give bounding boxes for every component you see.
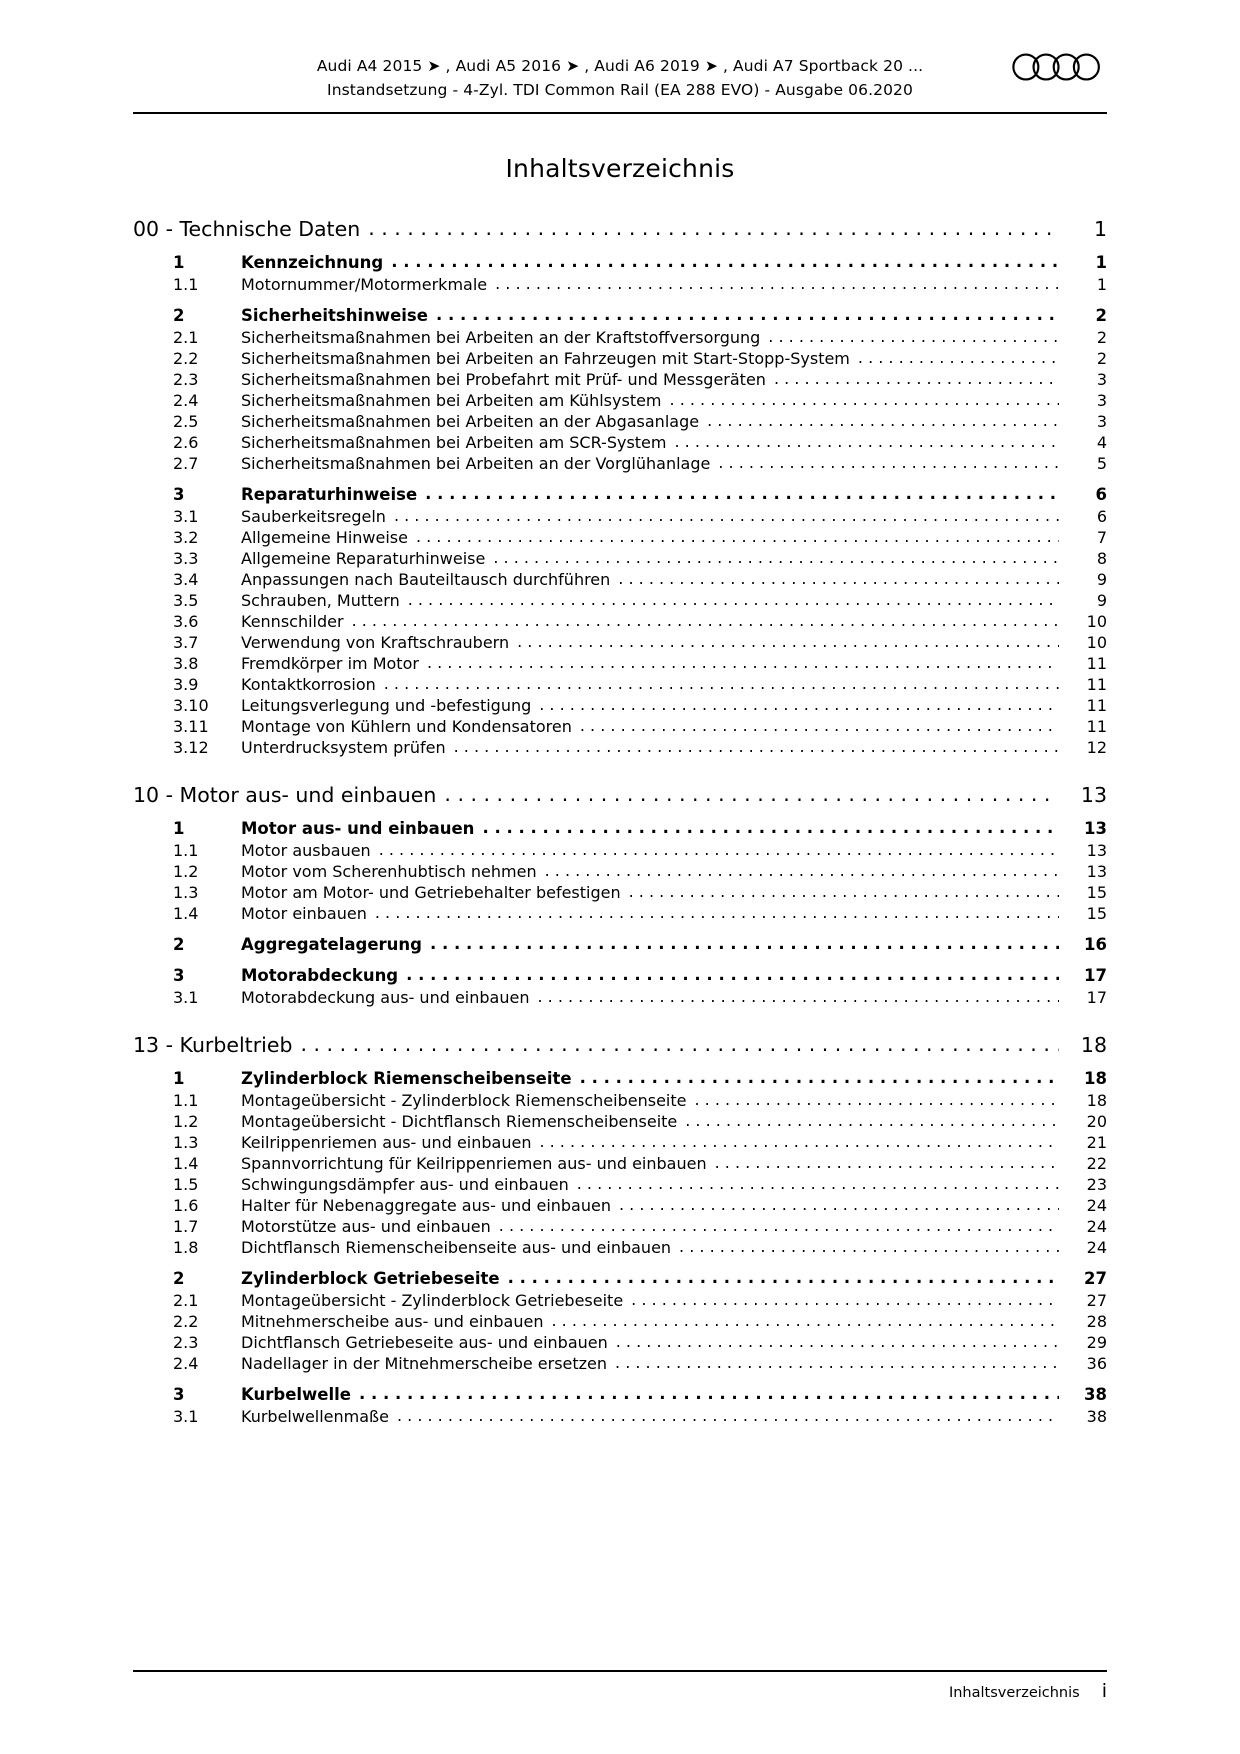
toc-entry[interactable]: [133, 306, 1107, 325]
toc-entry-page: 36: [1086, 1354, 1107, 1374]
toc-entry-title: Dichtflansch Getriebeseite aus- und einbauen: [241, 1333, 608, 1353]
toc-leader-dots: [629, 882, 1059, 901]
page-header: [133, 0, 1107, 114]
toc-entry-page: 4: [1096, 433, 1107, 453]
toc-entry-title: Sicherheitsmaßnahmen bei Probefahrt mit Prüf- und Messgeräten: [241, 370, 766, 390]
toc-leader-dots: [397, 1406, 1059, 1425]
toc-entry-page: 24: [1086, 1217, 1107, 1237]
toc-entry-title: Sicherheitsmaßnahmen bei Arbeiten am SCR-System: [241, 433, 667, 453]
toc-entry-page: 6: [1096, 507, 1107, 527]
toc-entry-title: Motor einbauen: [241, 904, 367, 924]
toc-entry-page: 11: [1086, 654, 1107, 674]
toc-entry-title: Montageübersicht - Dichtflansch Riemenscheibenseite: [241, 1112, 678, 1132]
toc-entry-page: 9: [1096, 570, 1107, 590]
toc-entry-title: Aggregatelagerung: [241, 935, 422, 955]
toc-entry[interactable]: [133, 1112, 1107, 1131]
toc-leader-dots: [406, 965, 1059, 984]
toc-entry[interactable]: [133, 1291, 1107, 1310]
toc-entry-page: 13: [1086, 862, 1107, 882]
toc-entry-page: 11: [1086, 675, 1107, 695]
toc-entry-page: 2: [1095, 306, 1107, 326]
toc-entry[interactable]: [133, 1333, 1107, 1352]
toc-entry-number: 1.1: [173, 1091, 199, 1111]
toc-leader-dots: [384, 674, 1059, 693]
toc-entry[interactable]: [133, 738, 1107, 757]
toc-entry[interactable]: [133, 275, 1107, 294]
toc-entry-title: 13 - Kurbeltrieb: [133, 1033, 293, 1058]
toc-entry-number: 1: [173, 1069, 185, 1089]
toc-entry-number: 1: [173, 819, 185, 839]
toc-entry-page: 13: [1086, 841, 1107, 861]
toc-entry-page: 27: [1086, 1291, 1107, 1311]
toc-entry-title: Kurbelwelle: [241, 1385, 351, 1405]
toc-entry-page: 6: [1095, 485, 1107, 505]
footer-page-number: i: [1101, 1680, 1107, 1702]
toc-entry-number: 3.10: [173, 696, 209, 716]
toc-leader-dots: [674, 432, 1059, 451]
toc-entry-title: Halter für Nebenaggregate aus- und einbauen: [241, 1196, 611, 1216]
toc-leader-dots: [454, 737, 1059, 756]
toc-entry-title: Motorstütze aus- und einbauen: [241, 1217, 491, 1237]
toc-entry[interactable]: [133, 675, 1107, 694]
toc-entry[interactable]: [133, 783, 1107, 807]
toc-entry-title: Sicherheitshinweise: [241, 306, 428, 326]
toc-entry[interactable]: [133, 370, 1107, 389]
toc-entry-page: 15: [1086, 904, 1107, 924]
toc-entry[interactable]: [133, 1238, 1107, 1257]
toc-entry-title: Motor ausbauen: [241, 841, 371, 861]
toc-entry[interactable]: [133, 485, 1107, 504]
toc-entry-title: Kontaktkorrosion: [241, 675, 376, 695]
toc-entry-title: Allgemeine Hinweise: [241, 528, 408, 548]
toc-entry-title: Sicherheitsmaßnahmen bei Arbeiten an Fahrzeugen mit Start-Stopp-System: [241, 349, 850, 369]
toc-entry-title: 00 - Technische Daten: [133, 217, 361, 242]
toc-entry-page: 1: [1095, 253, 1107, 273]
toc-leader-dots: [352, 611, 1059, 630]
toc-entry[interactable]: [133, 904, 1107, 923]
toc-entry-number: 3.1: [173, 507, 199, 527]
toc-entry-page: 18: [1086, 1091, 1107, 1111]
toc-entry[interactable]: [133, 549, 1107, 568]
toc-entry-page: 18: [1080, 1033, 1107, 1058]
toc-entry-page: 23: [1086, 1175, 1107, 1195]
toc-leader-dots: [619, 1195, 1059, 1214]
toc-leader-dots: [539, 695, 1059, 714]
toc-entry-number: 1.1: [173, 275, 199, 295]
header-divider: [133, 112, 1107, 114]
toc-entry-number: 3.4: [173, 570, 199, 590]
toc-entry-page: 38: [1084, 1385, 1107, 1405]
toc-leader-dots: [718, 453, 1059, 472]
toc-entry-number: 2.2: [173, 1312, 199, 1332]
toc-entry[interactable]: [133, 349, 1107, 368]
toc-entry-number: 3.3: [173, 549, 199, 569]
toc-entry-number: 3.7: [173, 633, 199, 653]
toc-leader-dots: [408, 590, 1059, 609]
toc-entry[interactable]: [133, 966, 1107, 985]
toc-entry-title: Motor am Motor- und Getriebehalter befestigen: [241, 883, 621, 903]
toc-leader-dots: [618, 569, 1059, 588]
toc-leader-dots: [577, 1174, 1059, 1193]
toc-entry-title: Montageübersicht - Zylinderblock Riemenscheibenseite: [241, 1091, 687, 1111]
toc-entry[interactable]: [133, 528, 1107, 547]
toc-entry-page: 11: [1086, 696, 1107, 716]
toc-entry[interactable]: [133, 841, 1107, 860]
footer-label: Inhaltsverzeichnis: [948, 1685, 1080, 1701]
toc-entry-title: Motornummer/Motormerkmale: [241, 275, 488, 295]
toc-entry-number: 2.2: [173, 349, 199, 369]
toc-leader-dots: [379, 840, 1059, 859]
toc-entry-number: 3: [173, 1385, 185, 1405]
toc-entry-number: 2.3: [173, 370, 199, 390]
toc-entry-title: Schwingungsdämpfer aus- und einbauen: [241, 1175, 569, 1195]
toc-leader-dots: [768, 327, 1059, 346]
footer-divider: [133, 1670, 1107, 1672]
toc-entry[interactable]: [133, 391, 1107, 410]
toc-entry-title: Kennzeichnung: [241, 253, 384, 273]
toc-entry-number: 2.7: [173, 454, 199, 474]
toc-leader-dots: [685, 1111, 1059, 1130]
toc-entry-title: Zylinderblock Riemenscheibenseite: [241, 1069, 572, 1089]
toc-entry-title: Dichtflansch Riemenscheibenseite aus- und einbauen: [241, 1238, 672, 1258]
toc-entry-number: 2.1: [173, 1291, 199, 1311]
toc-leader-dots: [495, 274, 1059, 293]
toc-leader-dots: [427, 653, 1059, 672]
toc-entry[interactable]: [133, 1269, 1107, 1288]
toc-entry-number: 2.5: [173, 412, 199, 432]
toc-entry-page: 28: [1086, 1312, 1107, 1332]
toc-leader-dots: [517, 632, 1059, 651]
toc-entry-number: 1.3: [173, 1133, 199, 1153]
toc-entry[interactable]: [133, 1312, 1107, 1331]
toc-entry-page: 17: [1084, 966, 1107, 986]
toc-entry[interactable]: [133, 1196, 1107, 1215]
toc-leader-dots: [394, 506, 1059, 525]
toc-entry-page: 12: [1086, 738, 1107, 758]
toc-entry[interactable]: [133, 507, 1107, 526]
toc-leader-dots: [425, 484, 1059, 503]
toc-entry-number: 1.1: [173, 841, 199, 861]
toc-entry[interactable]: [133, 1407, 1107, 1426]
toc-entry-number: 3.11: [173, 717, 209, 737]
toc-leader-dots: [551, 1311, 1059, 1330]
toc-entry-page: 22: [1086, 1154, 1107, 1174]
toc-entry-title: Leitungsverlegung und -befestigung: [241, 696, 532, 716]
toc-entry[interactable]: [133, 1133, 1107, 1152]
toc-entry[interactable]: [133, 591, 1107, 610]
toc-entry-title: Sicherheitsmaßnahmen bei Arbeiten an der Kraftstoffversorgung: [241, 328, 761, 348]
toc-entry-page: 21: [1086, 1133, 1107, 1153]
toc-entry-number: 3.1: [173, 1407, 199, 1427]
toc-entry-page: 11: [1086, 717, 1107, 737]
toc-entry-page: 24: [1086, 1238, 1107, 1258]
toc-entry-number: 2.4: [173, 391, 199, 411]
toc-leader-dots: [416, 527, 1059, 546]
toc-entry-number: 2: [173, 935, 185, 955]
table-of-contents: [133, 217, 1107, 1426]
toc-entry-title: Anpassungen nach Bauteiltausch durchführen: [241, 570, 611, 590]
header-model-line: Audi A4 2015 ➤ , Audi A5 2016 ➤ , Audi A6 2019 ➤ , Audi A7 Sportback 20 ...: [316, 57, 924, 75]
toc-entry-page: 10: [1086, 612, 1107, 632]
toc-entry-page: 2: [1096, 328, 1107, 348]
toc-entry-page: 2: [1096, 349, 1107, 369]
toc-entry[interactable]: [133, 883, 1107, 902]
toc-entry-title: 10 - Motor aus- und einbauen: [133, 783, 437, 808]
toc-entry-title: Mitnehmerscheibe aus- und einbauen: [241, 1312, 544, 1332]
header-subtitle-line: Instandsetzung - 4-Zyl. TDI Common Rail (EA 288 EVO) - Ausgabe 06.2020: [327, 81, 913, 100]
toc-leader-dots: [375, 903, 1059, 922]
toc-entry-number: 3: [173, 485, 185, 505]
toc-entry-number: 3.2: [173, 528, 199, 548]
toc-entry-title: Montage von Kühlern und Kondensatoren: [241, 717, 572, 737]
toc-leader-dots: [580, 1068, 1059, 1087]
toc-entry-page: 1: [1093, 217, 1107, 242]
toc-entry[interactable]: [133, 935, 1107, 954]
toc-entry-number: 2: [173, 306, 185, 326]
toc-leader-dots: [670, 390, 1059, 409]
toc-entry[interactable]: [133, 696, 1107, 715]
toc-entry-number: 1.2: [173, 862, 199, 882]
toc-leader-dots: [359, 1384, 1059, 1403]
toc-entry[interactable]: [133, 433, 1107, 452]
toc-entry-number: 3.5: [173, 591, 199, 611]
toc-entry-page: 29: [1086, 1333, 1107, 1353]
toc-entry-number: 3.1: [173, 988, 199, 1008]
toc-entry-title: Motorabdeckung: [241, 966, 399, 986]
toc-entry-number: 1.4: [173, 904, 199, 924]
toc-entry[interactable]: [133, 1091, 1107, 1110]
toc-entry-title: Sicherheitsmaßnahmen bei Arbeiten an der Vorglühanlage: [241, 454, 711, 474]
toc-leader-dots: [444, 782, 1059, 806]
toc-entry[interactable]: [133, 412, 1107, 431]
toc-entry-number: 1.4: [173, 1154, 199, 1174]
toc-leader-dots: [631, 1290, 1059, 1309]
toc-entry[interactable]: [133, 1069, 1107, 1088]
toc-entry[interactable]: [133, 612, 1107, 631]
toc-entry[interactable]: [133, 862, 1107, 881]
toc-entry-page: 13: [1084, 819, 1107, 839]
toc-entry-page: 13: [1080, 783, 1107, 808]
toc-entry-page: 8: [1096, 549, 1107, 569]
toc-entry-number: 1.6: [173, 1196, 199, 1216]
toc-entry-number: 2: [173, 1269, 185, 1289]
toc-entry[interactable]: [133, 819, 1107, 838]
toc-entry-title: Verwendung von Kraftschraubern: [241, 633, 510, 653]
toc-entry[interactable]: [133, 253, 1107, 272]
toc-entry-title: Unterdrucksystem prüfen: [241, 738, 446, 758]
toc-leader-dots: [694, 1090, 1059, 1109]
toc-entry-number: 2.1: [173, 328, 199, 348]
toc-entry-title: Keilrippenriemen aus- und einbauen: [241, 1133, 532, 1153]
page-title: Inhaltsverzeichnis: [505, 154, 735, 184]
toc-entry-title: Motorabdeckung aus- und einbauen: [241, 988, 530, 1008]
toc-entry-title: Sicherheitsmaßnahmen bei Arbeiten am Kühlsystem: [241, 391, 662, 411]
toc-entry-page: 24: [1086, 1196, 1107, 1216]
toc-entry-title: Zylinderblock Getriebeseite: [241, 1269, 500, 1289]
toc-entry-title: Allgemeine Reparaturhinweise: [241, 549, 486, 569]
audi-rings-logo: [1011, 52, 1107, 82]
toc-entry-number: 1.2: [173, 1112, 199, 1132]
toc-entry[interactable]: [133, 217, 1107, 241]
toc-entry-page: 5: [1096, 454, 1107, 474]
toc-entry-number: 2.3: [173, 1333, 199, 1353]
toc-entry-page: 3: [1096, 391, 1107, 411]
toc-entry[interactable]: [133, 1175, 1107, 1194]
toc-entry-title: Sauberkeitsregeln: [241, 507, 386, 527]
toc-entry-title: Motor aus- und einbauen: [241, 819, 475, 839]
toc-leader-dots: [499, 1216, 1059, 1235]
toc-entry-number: 1.5: [173, 1175, 199, 1195]
toc-leader-dots: [545, 861, 1059, 880]
toc-leader-dots: [539, 1132, 1059, 1151]
toc-leader-dots: [537, 987, 1059, 1006]
toc-entry-number: 1.8: [173, 1238, 199, 1258]
toc-entry-page: 3: [1096, 412, 1107, 432]
toc-leader-dots: [430, 934, 1059, 953]
toc-entry[interactable]: [133, 717, 1107, 736]
toc-leader-dots: [391, 252, 1059, 271]
toc-entry[interactable]: [133, 988, 1107, 1007]
toc-leader-dots: [616, 1332, 1059, 1351]
toc-leader-dots: [707, 411, 1059, 430]
toc-entry-number: 2.4: [173, 1354, 199, 1374]
toc-entry[interactable]: [133, 1217, 1107, 1236]
toc-entry-title: Sicherheitsmaßnahmen bei Arbeiten an der Abgasanlage: [241, 412, 700, 432]
toc-entry-title: Fremdkörper im Motor: [241, 654, 419, 674]
toc-leader-dots: [715, 1153, 1059, 1172]
toc-leader-dots: [300, 1032, 1059, 1056]
toc-entry-page: 16: [1084, 935, 1107, 955]
toc-leader-dots: [436, 305, 1059, 324]
toc-entry-page: 27: [1084, 1269, 1107, 1289]
toc-entry[interactable]: [133, 454, 1107, 473]
toc-leader-dots: [615, 1353, 1059, 1372]
toc-leader-dots: [679, 1237, 1059, 1256]
toc-entry-number: 2.6: [173, 433, 199, 453]
toc-entry-page: 17: [1086, 988, 1107, 1008]
toc-entry-page: 38: [1086, 1407, 1107, 1427]
toc-entry-title: Spannvorrichtung für Keilrippenriemen aus- und einbauen: [241, 1154, 707, 1174]
toc-entry-page: 1: [1096, 275, 1107, 295]
toc-entry-page: 18: [1084, 1069, 1107, 1089]
toc-entry-page: 20: [1086, 1112, 1107, 1132]
toc-entry-title: Kennschilder: [241, 612, 344, 632]
header-text-block: [133, 54, 1107, 102]
toc-entry-number: 1.3: [173, 883, 199, 903]
toc-entry[interactable]: [133, 1354, 1107, 1373]
toc-entry[interactable]: [133, 633, 1107, 652]
toc-entry[interactable]: [133, 654, 1107, 673]
toc-entry-number: 3.6: [173, 612, 199, 632]
toc-entry-page: 7: [1096, 528, 1107, 548]
toc-entry-page: 3: [1096, 370, 1107, 390]
toc-entry[interactable]: [133, 328, 1107, 347]
toc-entry[interactable]: [133, 1033, 1107, 1057]
toc-entry-page: 10: [1086, 633, 1107, 653]
toc-entry-page: 9: [1096, 591, 1107, 611]
toc-entry-number: 3.8: [173, 654, 199, 674]
toc-entry[interactable]: [133, 1385, 1107, 1404]
toc-entry[interactable]: [133, 1154, 1107, 1173]
toc-entry-title: Reparaturhinweise: [241, 485, 418, 505]
toc-entry-title: Kurbelwellenmaße: [241, 1407, 389, 1427]
toc-leader-dots: [580, 716, 1059, 735]
toc-entry-title: Schrauben, Muttern: [241, 591, 400, 611]
toc-entry-number: 3.12: [173, 738, 209, 758]
toc-leader-dots: [858, 348, 1059, 367]
toc-entry-title: Motor vom Scherenhubtisch nehmen: [241, 862, 537, 882]
toc-entry[interactable]: [133, 570, 1107, 589]
toc-leader-dots: [774, 369, 1059, 388]
toc-entry-number: 1: [173, 253, 185, 273]
page-footer: [133, 1670, 1107, 1702]
toc-leader-dots: [493, 548, 1059, 567]
toc-entry-title: Nadellager in der Mitnehmerscheibe ersetzen: [241, 1354, 608, 1374]
toc-leader-dots: [482, 818, 1059, 837]
toc-entry-number: 1.7: [173, 1217, 199, 1237]
toc-entry-page: 15: [1086, 883, 1107, 903]
toc-leader-dots: [368, 216, 1059, 240]
toc-entry-number: 3: [173, 966, 185, 986]
toc-leader-dots: [508, 1268, 1059, 1287]
toc-entry-number: 3.9: [173, 675, 199, 695]
toc-entry-title: Montageübersicht - Zylinderblock Getriebeseite: [241, 1291, 624, 1311]
